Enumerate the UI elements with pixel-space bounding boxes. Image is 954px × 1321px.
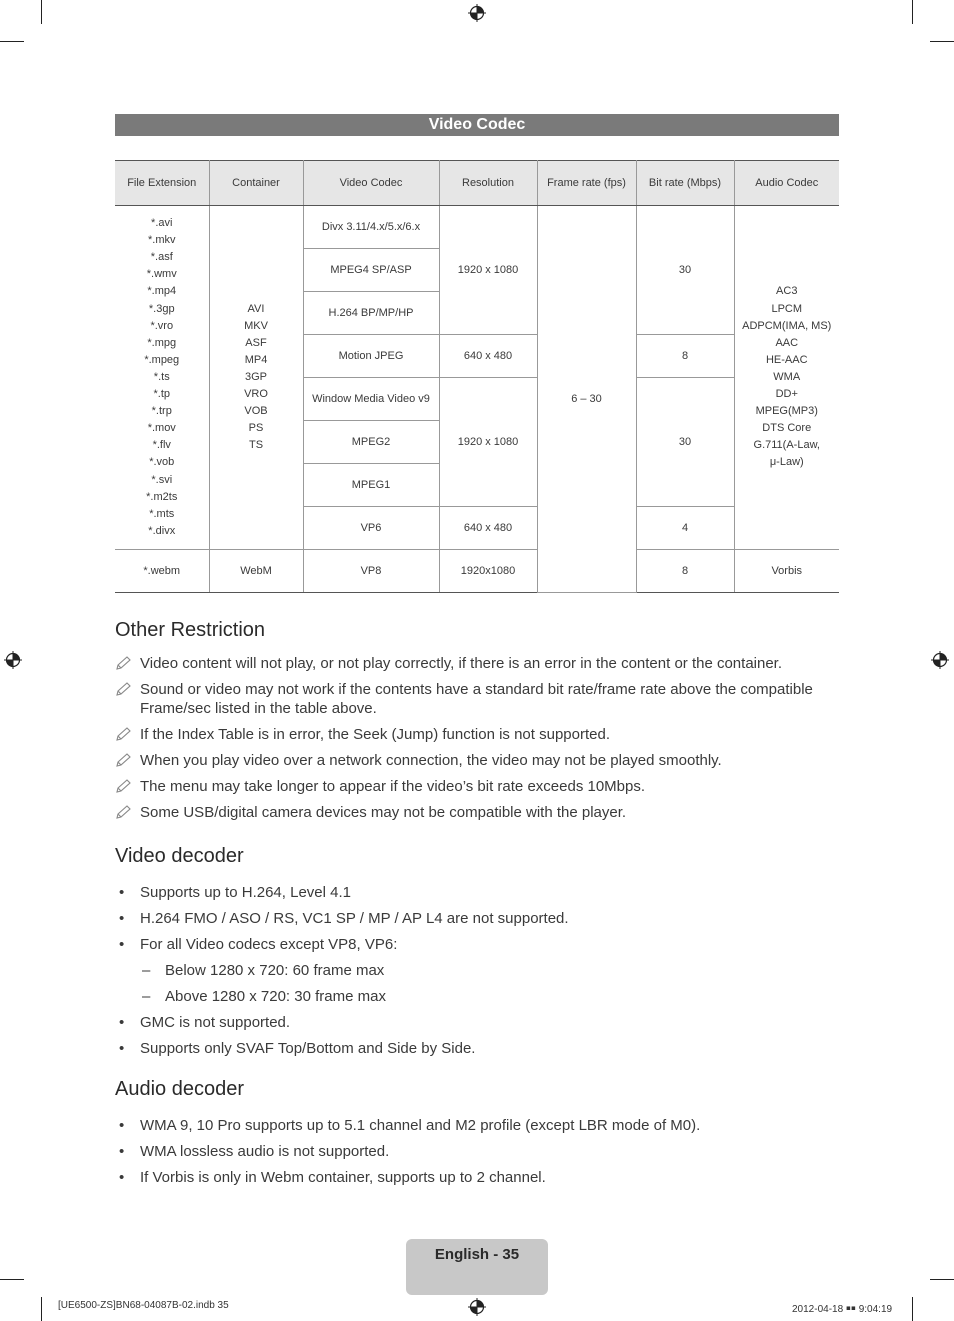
list-item-text: Supports only SVAF Top/Bottom and Side by Side. [140,1040,476,1057]
list-item-text: Supports up to H.264, Level 4.1 [140,884,351,901]
header-resolution: Resolution [439,161,537,206]
audio-codec: G.711(A-Law, [753,439,820,452]
file-extension: *.trp [151,405,172,418]
bullet-marker: • [119,884,125,901]
container: MP4 [244,353,268,366]
list-item-text: H.264 FMO / ASO / RS, VC1 SP / MP / AP L4 are not supported. [140,910,569,927]
header-frame-rate: Frame rate (fps) [537,161,636,206]
list-item [115,1116,839,1135]
audio-codec: DD+ [775,388,798,401]
registration-mark-icon [468,1298,486,1316]
audio-codec-list [734,206,839,550]
dash-marker: – [142,988,151,1005]
bullet-marker: • [119,936,125,953]
note-text: Some USB/digital camera devices may not be compatible with the player. [140,804,627,821]
file-extension: *.3gp [148,302,175,315]
crop-mark [930,1279,954,1280]
table-row [115,206,839,249]
frame-rate-cell: 6 – 30 [537,206,636,593]
bullet-marker: • [119,1040,125,1057]
container: AVI [247,302,265,315]
container: VRO [244,388,268,401]
note-pencil-icon [115,681,133,697]
resolution-cell: 1920 x 1080 [439,378,537,507]
audio-codec-cell: Vorbis [734,550,839,593]
container: ASF [245,336,267,349]
crop-mark [41,0,42,24]
restriction-notes [115,654,839,829]
file-extension: *.ts [153,370,170,383]
print-slug-file: [UE6500-ZS]BN68-04087B-02.indb 35 [58,1300,229,1311]
list-item [115,777,839,796]
note-text: The menu may take longer to appear if the video’s bit rate exceeds 10Mbps. [140,778,646,795]
audio-decoder-heading: Audio decoder [115,1078,244,1100]
bullet-marker: • [119,1169,125,1186]
video-decoder-list [115,883,839,1065]
crop-mark [912,0,913,24]
video-codec-cell: MPEG1 [303,464,439,507]
video-codec-cell: VP8 [303,550,439,593]
file-extension: *.divx [148,524,176,537]
audio-codec: MPEG(MP3) [755,405,818,418]
list-item [115,1039,839,1058]
file-extension-cell: *.webm [115,550,209,593]
file-extension: *.tp [153,388,170,401]
list-item [115,935,839,954]
crop-mark [0,41,24,42]
bit-rate-cell: 30 [636,378,734,507]
list-item-text: If Vorbis is only in Webm container, supports up to 2 channel. [140,1169,546,1186]
file-extension: *.mkv [148,234,176,247]
crop-mark [930,41,954,42]
file-extension: *.svi [151,473,173,486]
list-item [115,1142,839,1161]
registration-mark-icon [931,651,949,669]
print-slug-date: 2012-04-18 ￭￭ 9:04:19 [792,1304,893,1315]
list-item [115,987,839,1006]
registration-mark-icon [4,651,22,669]
header-audio-codec: Audio Codec [734,161,839,206]
crop-mark [41,1297,42,1321]
table-row [115,550,839,593]
resolution-cell: 1920x1080 [439,550,537,593]
note-text: If the Index Table is in error, the Seek (Jump) function is not supported. [140,726,610,743]
list-item [115,680,839,718]
container: 3GP [244,370,267,383]
audio-codec: μ-Law) [769,456,804,469]
header-container: Container [209,161,303,206]
note-text: When you play video over a network connection, the video may not be played smoothly. [140,752,722,769]
file-extension: *.wmv [146,268,177,281]
audio-codec: AAC [775,336,799,349]
audio-codec: WMA [773,370,801,383]
list-item-text: GMC is not supported. [140,1014,291,1031]
note-text: Video content will not play, or not play correctly, if there is an error in the content or the container. [140,655,783,672]
file-extension: *.mpeg [144,353,180,366]
audio-codec: ADPCM(IMA, MS) [742,319,832,332]
resolution-cell: 640 x 480 [439,335,537,378]
resolution-cell: 1920 x 1080 [439,206,537,335]
list-item [115,654,839,673]
bit-rate-cell: 8 [636,550,734,593]
video-codec-cell: VP6 [303,507,439,550]
file-extension: *.m2ts [146,490,178,503]
note-pencil-icon [115,655,133,671]
audio-codec: HE-AAC [765,353,808,366]
file-extension: *.mov [147,422,176,435]
video-codec-cell: MPEG4 SP/ASP [303,249,439,292]
header-bit-rate: Bit rate (Mbps) [636,161,734,206]
list-item-text: WMA 9, 10 Pro supports up to 5.1 channel and M2 profile (except LBR mode of M0). [140,1117,701,1134]
file-extension: *.mpg [147,336,177,349]
bit-rate-cell: 8 [636,335,734,378]
video-codec-cell: Divx 3.11/4.x/5.x/6.x [303,206,439,249]
container: PS [248,422,264,435]
video-codec-cell: Motion JPEG [303,335,439,378]
container: MKV [244,319,268,332]
file-extension: *.vob [149,456,175,469]
dash-marker: – [142,962,151,979]
audio-decoder-list [115,1116,839,1194]
video-codec-cell: H.264 BP/MP/HP [303,292,439,335]
crop-mark [912,1297,913,1321]
file-extension: *.mts [149,507,175,520]
audio-codec: LPCM [771,302,803,315]
list-item [115,883,839,902]
container-list [209,206,303,550]
container: VOB [244,405,268,418]
file-extension: *.vro [150,319,174,332]
list-item [115,961,839,980]
other-restriction-heading: Other Restriction [115,619,266,641]
note-pencil-icon [115,804,133,820]
list-item-text: Below 1280 x 720: 60 frame max [165,962,385,979]
note-text: Sound or video may not work if the contents have a standard bit rate/frame rate above the compatible Frame/sec listed in the table above. [140,681,813,717]
bit-rate-cell: 4 [636,507,734,550]
video-decoder-heading: Video decoder [115,845,244,867]
list-item [115,803,839,822]
registration-mark-icon [468,4,486,22]
audio-codec: DTS Core [762,422,812,435]
page-number: English - 35 [434,1246,520,1263]
file-extension-list [115,206,209,550]
bullet-marker: • [119,1117,125,1134]
resolution-cell: 640 x 480 [439,507,537,550]
file-extension: *.mp4 [147,285,177,298]
container: TS [248,439,264,452]
bit-rate-cell: 30 [636,206,734,335]
table-header-row [115,161,839,206]
header-file-extension: File Extension [115,161,209,206]
list-item [115,751,839,770]
video-codec-title: Video Codec [115,114,839,136]
list-item [115,725,839,744]
list-item [115,1013,839,1032]
file-extension: *.flv [152,439,171,452]
bullet-marker: • [119,910,125,927]
bullet-marker: • [119,1014,125,1031]
note-pencil-icon [115,726,133,742]
list-item-text: WMA lossless audio is not supported. [140,1143,390,1160]
crop-mark [0,1279,24,1280]
note-pencil-icon [115,778,133,794]
list-item [115,1168,839,1187]
list-item-text: For all Video codecs except VP8, VP6: [140,936,398,953]
video-codec-cell: Window Media Video v9 [303,378,439,421]
audio-codec: AC3 [776,285,798,298]
video-codec-cell: MPEG2 [303,421,439,464]
file-extension: *.asf [150,251,173,264]
file-extension: *.avi [151,217,173,230]
bullet-marker: • [119,1143,125,1160]
video-codec-table [115,160,839,593]
note-pencil-icon [115,752,133,768]
list-item-text: Above 1280 x 720: 30 frame max [165,988,386,1005]
container-cell: WebM [209,550,303,593]
header-video-codec: Video Codec [303,161,439,206]
list-item [115,909,839,928]
